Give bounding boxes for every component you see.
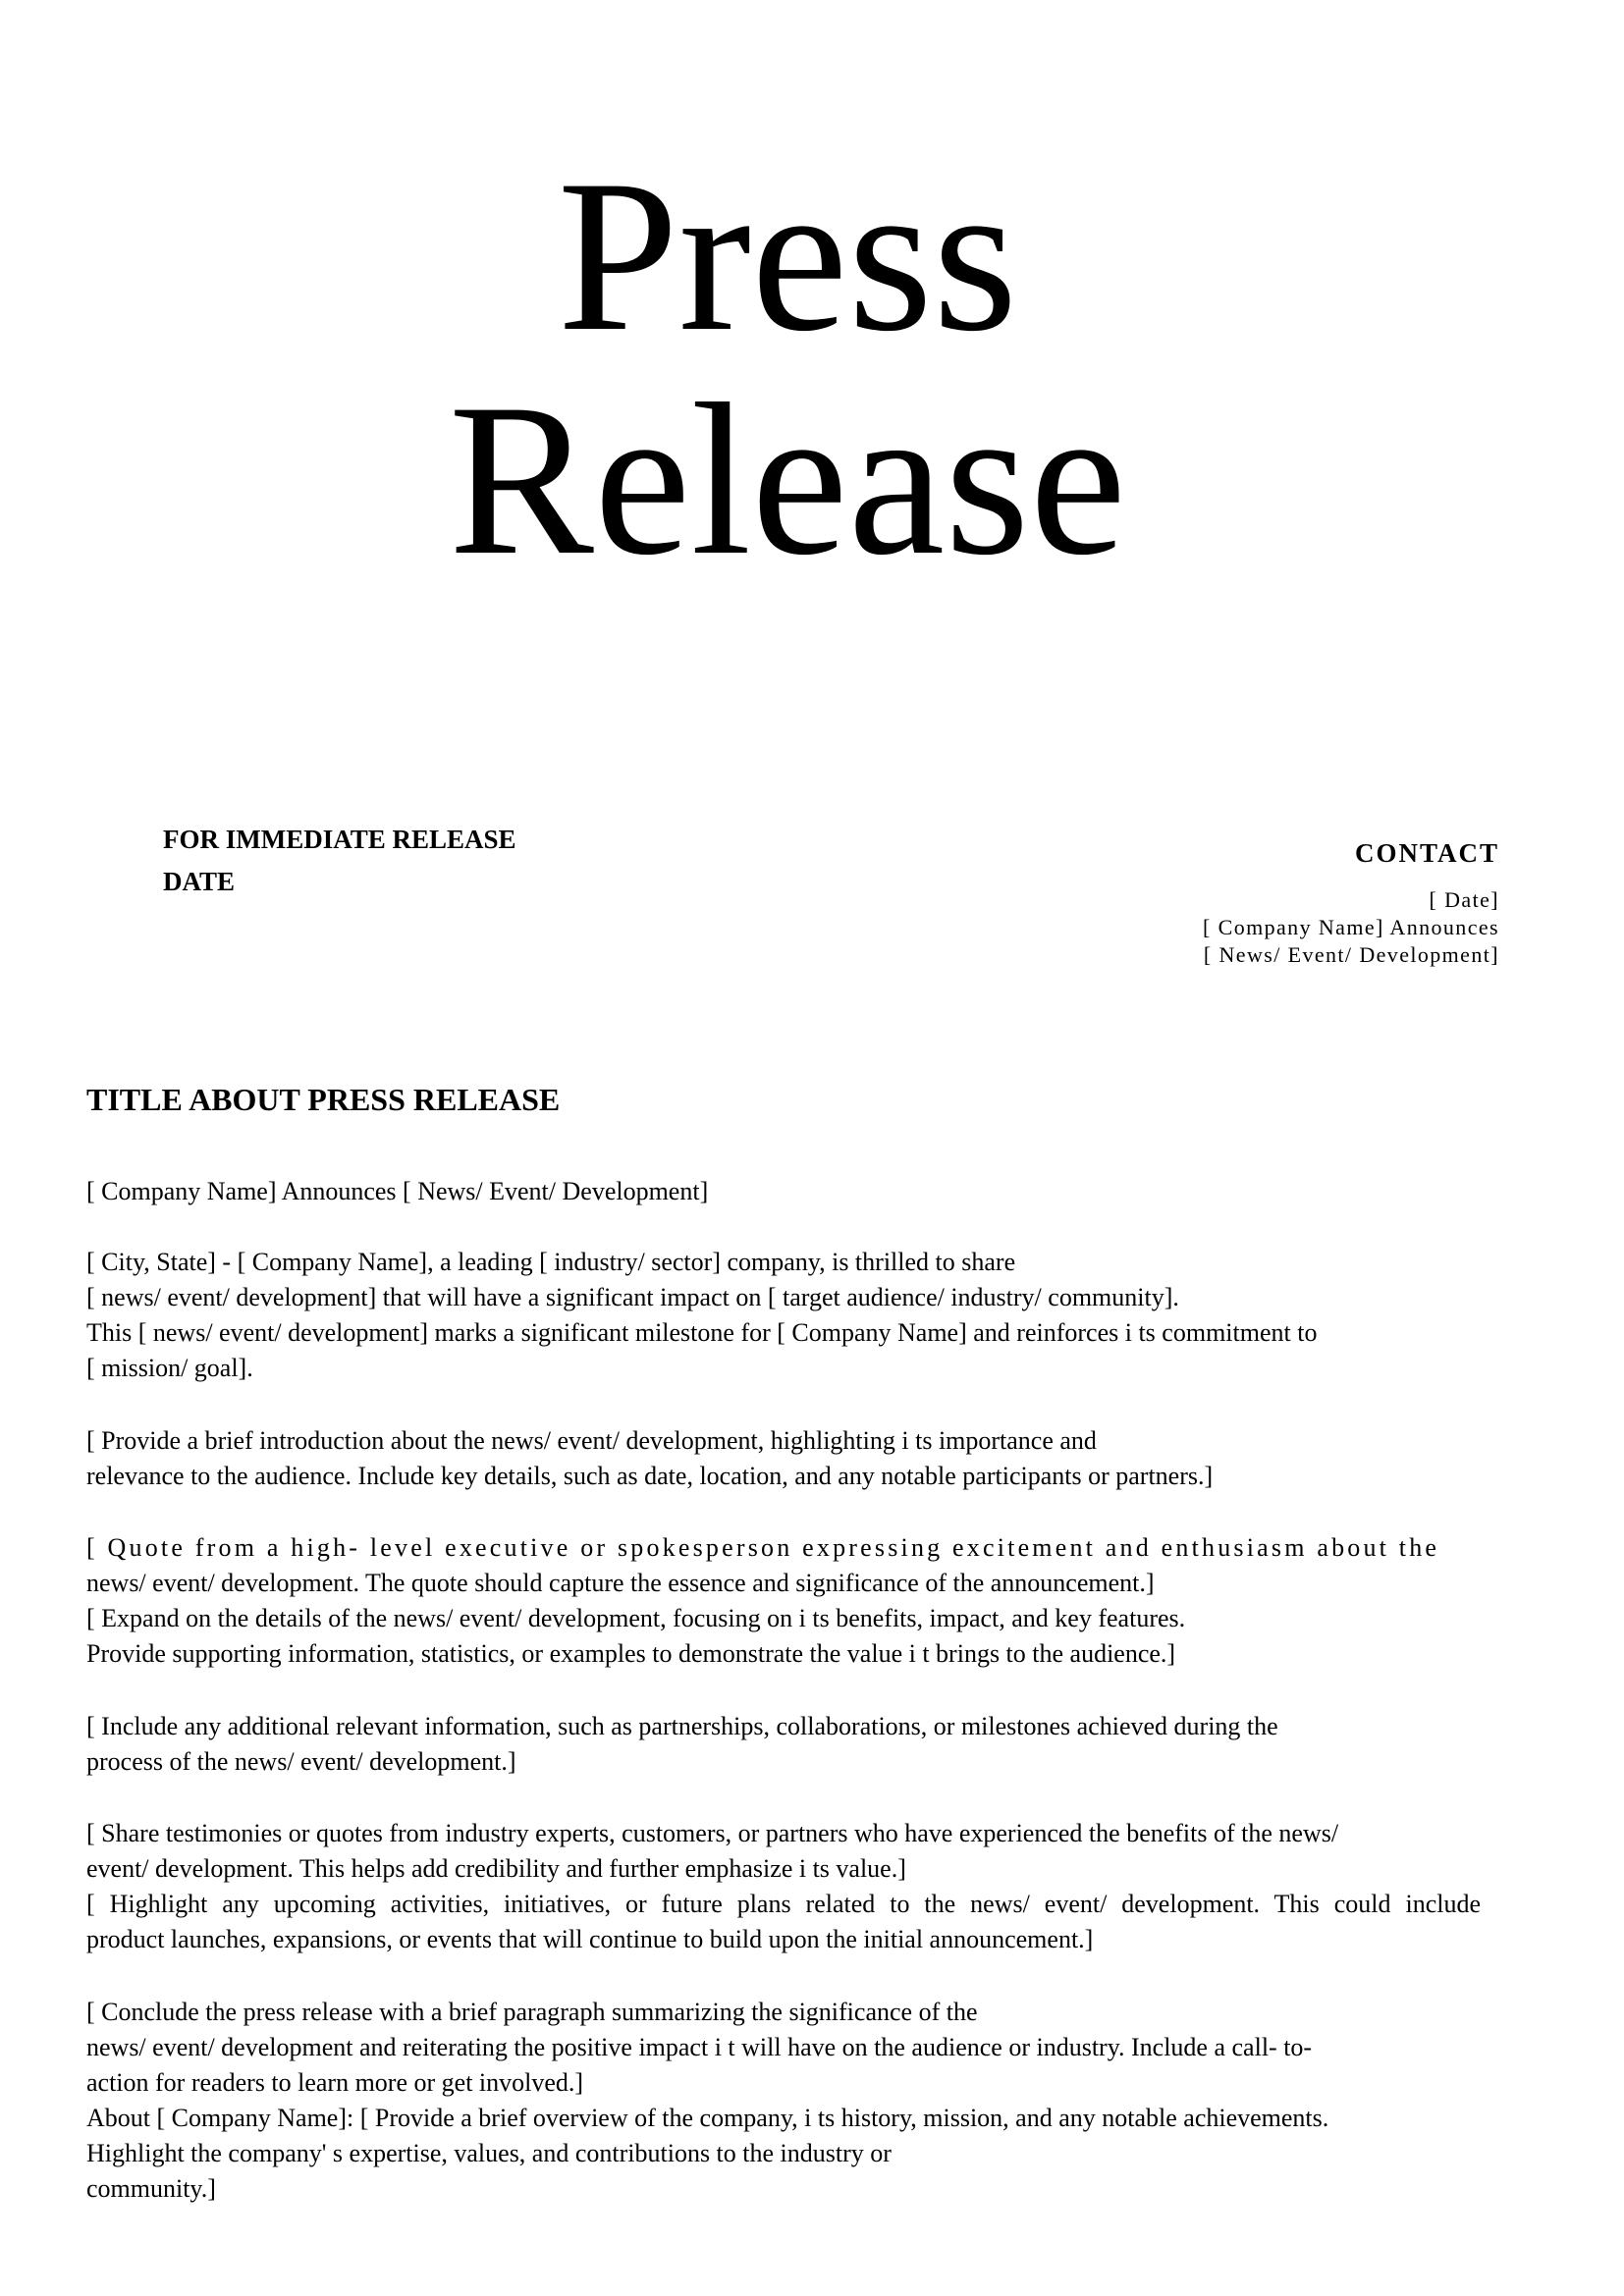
text-line: community.] [86,2174,216,2203]
text-line: news/ event/ development. The quote should capture the essence and significance of the announcement.] [86,1569,1155,1597]
text-line: news/ event/ development and reiterating the positive impact i t will have on the audience or industry. Include a call- to- [86,2033,1313,2061]
text-line: About [ Company Name]: [ Provide a brief overview of the company, i ts history, mission, and any notable achievements. [86,2104,1329,2132]
title-press: Press [557,135,1018,377]
text-line: This [ news/ event/ development] marks a significant milestone for [ Company Name] and reinforces i ts commitment to [86,1318,1318,1347]
paragraph-headline: [ Company Name] Announces [ News/ Event/ Development] [86,1177,709,1205]
contact-news: [ News/ Event/ Development] [1203,942,1499,967]
text-line: action for readers to learn more or get involved.] [86,2068,584,2097]
paragraph-intro [86,1245,1317,1386]
immediate-release-label: FOR IMMEDIATE RELEASE [163,825,516,854]
contact-company: [ Company Name] Announces [1203,915,1499,939]
paragraph-conclusion [86,1995,1328,2207]
text-line: [ Include any additional relevant information, such as partnerships, collaborations, or milestones achieved during the [86,1712,1278,1740]
date-label: DATE [163,867,236,896]
text-line: [ Expand on the details of the news/ event/ development, focusing on i ts benefits, impact, and key features. [86,1604,1186,1632]
title-release: Release [448,359,1127,601]
text-line: process of the news/ event/ development.] [86,1747,516,1776]
contact-date: [ Date] [1429,887,1499,912]
contact-heading: CONTACT [1354,838,1499,868]
text-line: [ Conclude the press release with a brief paragraph summarizing the significance of the [86,1998,978,2026]
text-line: [ Provide a brief introduction about the news/ event/ development, highlighting i ts importance and [86,1426,1097,1455]
text-line: product launches, expansions, or events that will continue to build upon the initial announcement.] [86,1925,1094,1953]
text-line: [ mission/ goal]. [86,1354,253,1382]
text-line: relevance to the audience. Include key details, such as date, location, and any notable participants or partners.] [86,1462,1214,1490]
text-line: [ Quote from a high- level executive or spokesperson expressing excitement and enthusiasm about the [86,1533,1440,1562]
text-line: [ Share testimonies or quotes from industry experts, customers, or partners who have experienced the benefits of the news/ [86,1819,1339,1847]
text-line: [ news/ event/ development] that will have a significant impact on [ target audience/ industry/ community]. [86,1283,1179,1311]
document-title: TITLE ABOUT PRESS RELEASE [86,1082,561,1117]
paragraph-quote [86,1530,1439,1672]
text-line: [ Highlight any upcoming activities, initiatives, or future plans related to the news/ event/ development. This could include [86,1890,1481,1918]
paragraph-testimonies [86,1816,1481,1957]
paragraph-overview [86,1423,1213,1494]
text-line: event/ development. This helps add credibility and further emphasize i ts value.] [86,1854,906,1883]
paragraph-additional [86,1709,1278,1780]
text-line: [ City, State] - [ Company Name], a leading [ industry/ sector] company, is thrilled to share [86,1248,1016,1276]
text-line: Highlight the company' s expertise, values, and contributions to the industry or [86,2139,892,2167]
text-line: Provide supporting information, statistics, or examples to demonstrate the value i t brings to the audience.] [86,1639,1176,1668]
